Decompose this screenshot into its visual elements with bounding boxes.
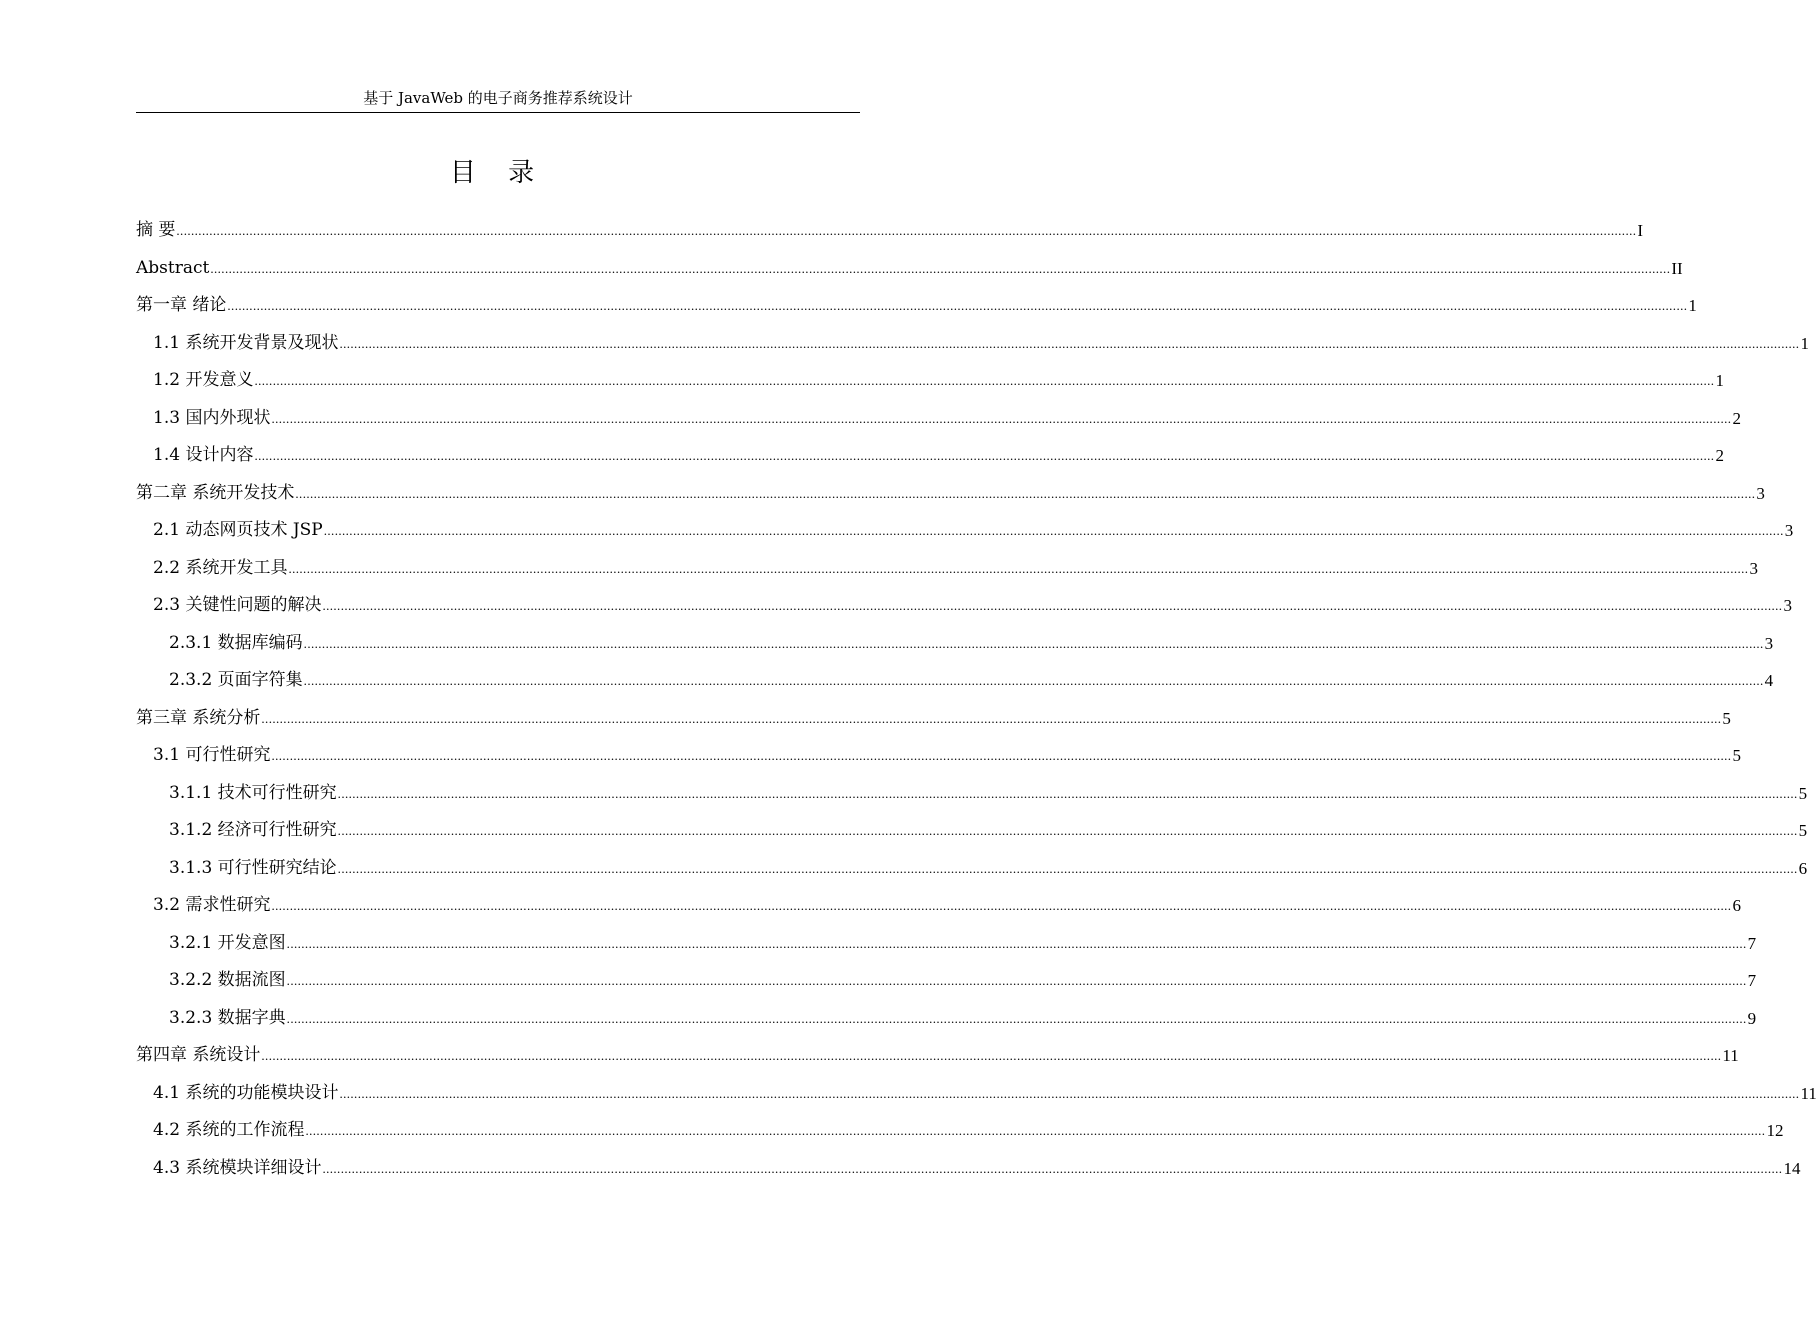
- toc-entry-page: 5: [1732, 746, 1741, 765]
- toc-entry-page: 5: [1722, 708, 1731, 728]
- toc-entry-page: 1: [1715, 371, 1724, 390]
- running-header: 基于 JavaWeb 的电子商务推荐系统设计: [363, 89, 633, 107]
- toc-entry-label: 4.3 系统模块详细设计: [153, 1157, 322, 1178]
- toc-dot-leader: ................................................................................................................................................................................................................................................................................................................................................................................................................: [254, 373, 1715, 388]
- toc-dot-leader: ................................................................................................................................................................................................................................................................................................................................................................................................................: [261, 710, 1722, 726]
- toc-dot-leader: ................................................................................................................................................................................................................................................................................................................................................................................................................: [323, 523, 1784, 538]
- toc-entry-page: 2: [1732, 408, 1741, 428]
- toc-entry-label: 3.1.1 技术可行性研究: [169, 782, 337, 803]
- toc-dot-leader: ................................................................................................................................................................................................................................................................................................................................................................................................................: [210, 260, 1671, 276]
- toc-dot-leader: ................................................................................................................................................................................................................................................................................................................................................................................................................: [303, 673, 1764, 688]
- toc-entry: [136, 737, 1741, 775]
- toc-entry-label: 2.3.1 数据库编码: [169, 632, 303, 653]
- toc-entry: [136, 1112, 1784, 1150]
- toc-entry-label: 第四章 系统设计: [136, 1045, 261, 1065]
- toc-entry: [136, 325, 1809, 363]
- toc-dot-leader: ................................................................................................................................................................................................................................................................................................................................................................................................................: [337, 823, 1798, 838]
- toc-dot-leader: ................................................................................................................................................................................................................................................................................................................................................................................................................: [305, 1123, 1766, 1138]
- toc-entry-page: 7: [1747, 933, 1757, 953]
- toc-entry: [136, 212, 1644, 250]
- toc-dot-leader: ................................................................................................................................................................................................................................................................................................................................................................................................................: [337, 785, 1798, 801]
- toc-entry-label: 3.2.2 数据流图: [169, 970, 286, 990]
- toc-entry: [136, 625, 1774, 663]
- toc-entry-page: 5: [1798, 783, 1808, 803]
- toc-dot-leader: ................................................................................................................................................................................................................................................................................................................................................................................................................: [227, 298, 1688, 313]
- toc-entry-page: I: [1637, 221, 1644, 240]
- toc-dot-leader: ................................................................................................................................................................................................................................................................................................................................................................................................................: [286, 935, 1747, 951]
- toc-entry: [136, 437, 1724, 475]
- toc-entry-page: 3: [1749, 558, 1758, 578]
- toc-entry-label: 2.1 动态网页技术 JSP: [153, 520, 323, 540]
- toc-entry-page: II: [1671, 258, 1683, 278]
- toc-dot-leader: ................................................................................................................................................................................................................................................................................................................................................................................................................: [271, 410, 1732, 426]
- toc-dot-leader: ................................................................................................................................................................................................................................................................................................................................................................................................................: [339, 335, 1800, 351]
- toc-entry-page: 6: [1798, 858, 1808, 878]
- toc-entry: [136, 550, 1758, 588]
- toc-entry-label: 2.2 系统开发工具: [153, 557, 288, 578]
- toc-entry: [136, 587, 1792, 625]
- toc-entry: [136, 1037, 1739, 1075]
- toc-dot-leader: ................................................................................................................................................................................................................................................................................................................................................................................................................: [295, 485, 1756, 501]
- toc-entry: [136, 400, 1741, 438]
- toc-entry-label: Abstract: [136, 257, 210, 278]
- toc-entry-page: 12: [1766, 1121, 1784, 1140]
- toc-entry-label: 3.1.3 可行性研究结论: [169, 857, 337, 878]
- toc-entry: [136, 925, 1757, 963]
- toc-dot-leader: ................................................................................................................................................................................................................................................................................................................................................................................................................: [286, 1010, 1747, 1026]
- toc-dot-leader: ................................................................................................................................................................................................................................................................................................................................................................................................................: [271, 748, 1732, 763]
- toc-entry: [136, 1000, 1757, 1038]
- toc-entry-page: 3: [1764, 633, 1774, 653]
- toc-entry-page: 9: [1747, 1008, 1757, 1028]
- toc-entry: [136, 962, 1757, 1000]
- toc-entry-page: 1: [1800, 333, 1809, 353]
- toc-entry-page: 7: [1747, 971, 1757, 990]
- toc-dot-leader: ................................................................................................................................................................................................................................................................................................................................................................................................................: [339, 1085, 1800, 1101]
- toc-entry: [136, 512, 1794, 550]
- toc-entry-label: 3.2.1 开发意图: [169, 932, 286, 953]
- toc-entry-label: 3.1.2 经济可行性研究: [169, 820, 337, 840]
- toc-entry-label: 1.1 系统开发背景及现状: [153, 332, 339, 353]
- toc-entry-label: 第三章 系统分析: [136, 707, 261, 728]
- toc-dot-leader: ................................................................................................................................................................................................................................................................................................................................................................................................................: [322, 1160, 1783, 1176]
- toc-entry-page: 3: [1784, 521, 1794, 540]
- toc-entry: [136, 362, 1724, 400]
- toc-entry-label: 3.2.3 数据字典: [169, 1007, 286, 1028]
- toc-dot-leader: ................................................................................................................................................................................................................................................................................................................................................................................................................: [288, 560, 1749, 576]
- toc-entry-label: 2.3 关键性问题的解决: [153, 595, 322, 615]
- toc-entry-label: 1.4 设计内容: [153, 445, 254, 465]
- toc-entry-label: 3.1 可行性研究: [153, 745, 271, 765]
- toc-dot-leader: ................................................................................................................................................................................................................................................................................................................................................................................................................: [254, 448, 1715, 463]
- toc-dot-leader: ................................................................................................................................................................................................................................................................................................................................................................................................................: [322, 598, 1783, 613]
- toc-entry-label: 摘 要: [136, 220, 176, 240]
- toc-entry-page: 4: [1764, 671, 1774, 690]
- toc-entry-page: 3: [1756, 483, 1765, 503]
- toc-entry-page: 5: [1798, 821, 1808, 840]
- toc-entry: [136, 475, 1765, 513]
- toc-entry-label: 第二章 系统开发技术: [136, 482, 295, 503]
- toc-dot-leader: ................................................................................................................................................................................................................................................................................................................................................................................................................: [271, 898, 1732, 913]
- toc-entry: [136, 812, 1808, 850]
- toc-entry: [136, 250, 1683, 288]
- toc-entry-page: 3: [1783, 596, 1792, 615]
- toc-entry-label: 4.2 系统的工作流程: [153, 1120, 305, 1140]
- toc-entry-label: 3.2 需求性研究: [153, 895, 271, 915]
- toc-entry-page: 11: [1800, 1083, 1817, 1103]
- toc-entry: [136, 1075, 1817, 1113]
- toc-entry-page: 2: [1715, 446, 1724, 465]
- toc-entry-label: 2.3.2 页面字符集: [169, 670, 303, 690]
- toc-entry-label: 1.2 开发意义: [153, 370, 254, 390]
- toc-entry: [136, 662, 1774, 700]
- toc-entry: [136, 700, 1731, 738]
- toc-list: [136, 212, 1817, 1187]
- toc-dot-leader: ................................................................................................................................................................................................................................................................................................................................................................................................................: [303, 635, 1764, 651]
- toc-dot-leader: ................................................................................................................................................................................................................................................................................................................................................................................................................: [337, 860, 1798, 876]
- toc-dot-leader: ................................................................................................................................................................................................................................................................................................................................................................................................................: [261, 1048, 1722, 1063]
- toc-title: 目 录: [449, 158, 547, 188]
- toc-entry-label: 1.3 国内外现状: [153, 407, 271, 428]
- toc-entry-page: 11: [1722, 1046, 1739, 1065]
- toc-entry: [136, 850, 1808, 888]
- toc-entry: [136, 1150, 1801, 1188]
- toc-dot-leader: ................................................................................................................................................................................................................................................................................................................................................................................................................: [286, 973, 1747, 988]
- toc-entry: [136, 775, 1808, 813]
- toc-entry-page: 14: [1783, 1158, 1801, 1178]
- header-rule: [136, 112, 860, 113]
- toc-entry-page: 1: [1688, 296, 1697, 315]
- toc-entry-label: 4.1 系统的功能模块设计: [153, 1082, 339, 1103]
- toc-entry-page: 6: [1732, 896, 1741, 915]
- toc-entry: [136, 887, 1741, 925]
- toc-entry-label: 第一章 绪论: [136, 295, 227, 315]
- toc-dot-leader: ................................................................................................................................................................................................................................................................................................................................................................................................................: [176, 223, 1637, 238]
- toc-entry: [136, 287, 1697, 325]
